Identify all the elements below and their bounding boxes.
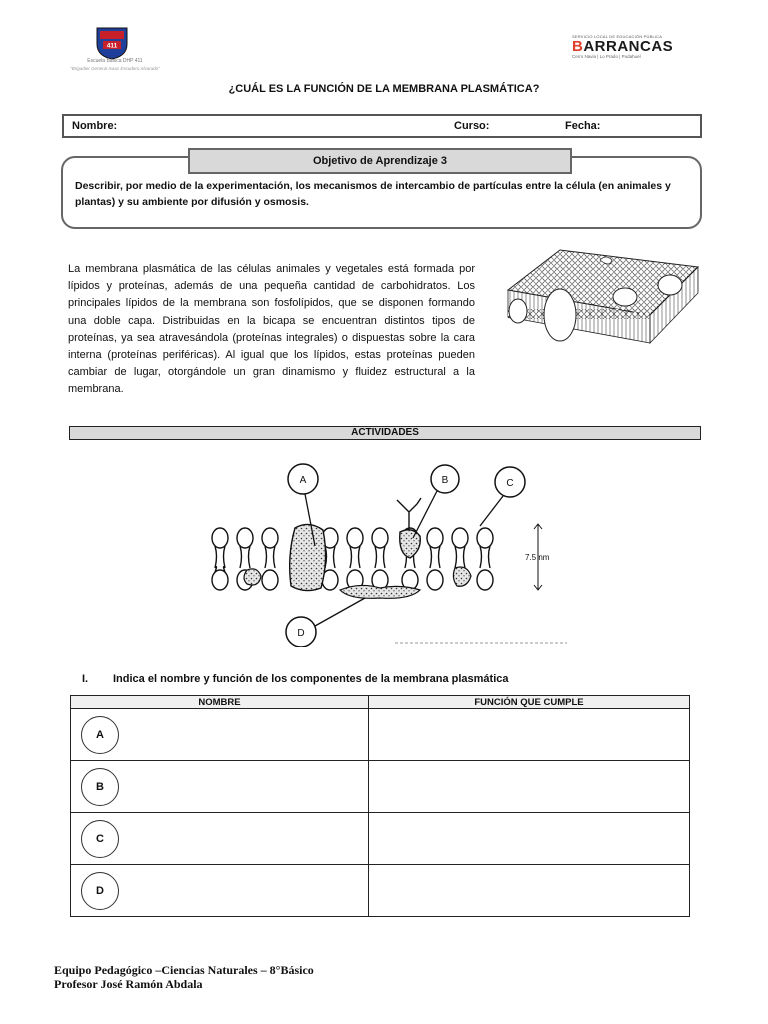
col-header-name: NOMBRE [71, 696, 369, 709]
brand-communes: Cerro Navia | Lo Prado | Pudahuel [572, 54, 641, 59]
table-row [71, 865, 690, 917]
footer [54, 963, 314, 991]
membrane-diagram [205, 462, 575, 647]
objective-title: Objetivo de Aprendizaje 3 [188, 148, 572, 174]
footer-team: Equipo Pedagógico –Ciencias Naturales – 8°Básico [54, 963, 314, 977]
school-motto: "Brigadier General Isaac Escudero Alvarado" [70, 66, 160, 71]
function-cell[interactable] [369, 865, 690, 917]
name-cell[interactable] [71, 865, 369, 917]
barrancas-logo: BARRANCAS [572, 38, 674, 55]
question-text: Indica el nombre y función de los componentes de la membrana plasmática [113, 673, 509, 685]
function-cell[interactable] [369, 709, 690, 761]
table-row [71, 761, 690, 813]
svg-text:C: C [506, 478, 514, 489]
label-circle: B [81, 768, 119, 806]
brand-subtitle-top: SERVICIO LOCAL DE EDUCACIÓN PÚBLICA [572, 34, 663, 39]
svg-text:7.5 nm: 7.5 nm [525, 553, 550, 562]
function-cell[interactable] [369, 813, 690, 865]
protein-b [400, 530, 421, 558]
objective-text: Describir, por medio de la experimentación, los mecanismos de intercambio de partículas entre la célula (en animales y plantas) y su ambiente por difusión y osmosis. [75, 180, 671, 208]
label-circle: A [81, 716, 119, 754]
page-title: ¿CUÁL ES LA FUNCIÓN DE LA MEMBRANA PLASMÁTICA? [228, 83, 540, 95]
date-label: Fecha: [565, 120, 601, 132]
function-cell[interactable] [369, 761, 690, 813]
answer-table [70, 695, 690, 917]
activities-header: ACTIVIDADES [69, 426, 701, 440]
footer-teacher: Profesor José Ramón Abdala [54, 977, 203, 991]
name-cell[interactable] [71, 709, 369, 761]
svg-text:D: D [297, 628, 305, 639]
student-info-box [62, 114, 702, 138]
membrane-3d-illustration [500, 245, 700, 353]
label-circle: D [81, 872, 119, 910]
svg-text:B: B [441, 475, 449, 486]
svg-text:411: 411 [106, 42, 118, 50]
table-row [71, 813, 690, 865]
table-row [71, 709, 690, 761]
protein-a [290, 524, 326, 590]
intro-paragraph: La membrana plasmática de las células animales y vegetales está formada por lípidos y proteínas, además de una pequeña cantidad de carbohidratos. Los principales lípidos de la membrana son fosfolípidos, que se disponen formando una doble capa. Distribuidas en la bicapa se encuentran distintos tipos de proteínas, ya sea atravesándola (proteínas integrales) o dispuestas sobre la cara interna (proteínas periféricas). Al igual que los lípidos, estas proteínas pueden cambiar de lugar, otorgándole un gran dinamismo y fluidez estructural a la membrana. [68, 263, 475, 396]
name-cell[interactable] [71, 813, 369, 865]
label-circle: C [81, 820, 119, 858]
col-header-function: FUNCIÓN QUE CUMPLE [369, 696, 690, 709]
svg-text:A: A [299, 475, 307, 486]
question-number: I. [82, 673, 89, 685]
school-shield-logo [94, 26, 130, 60]
name-cell[interactable] [71, 761, 369, 813]
name-label: Nombre: [72, 120, 118, 132]
school-name: Escuela Básica DHP 411 [87, 58, 143, 64]
course-label: Curso: [454, 120, 490, 132]
